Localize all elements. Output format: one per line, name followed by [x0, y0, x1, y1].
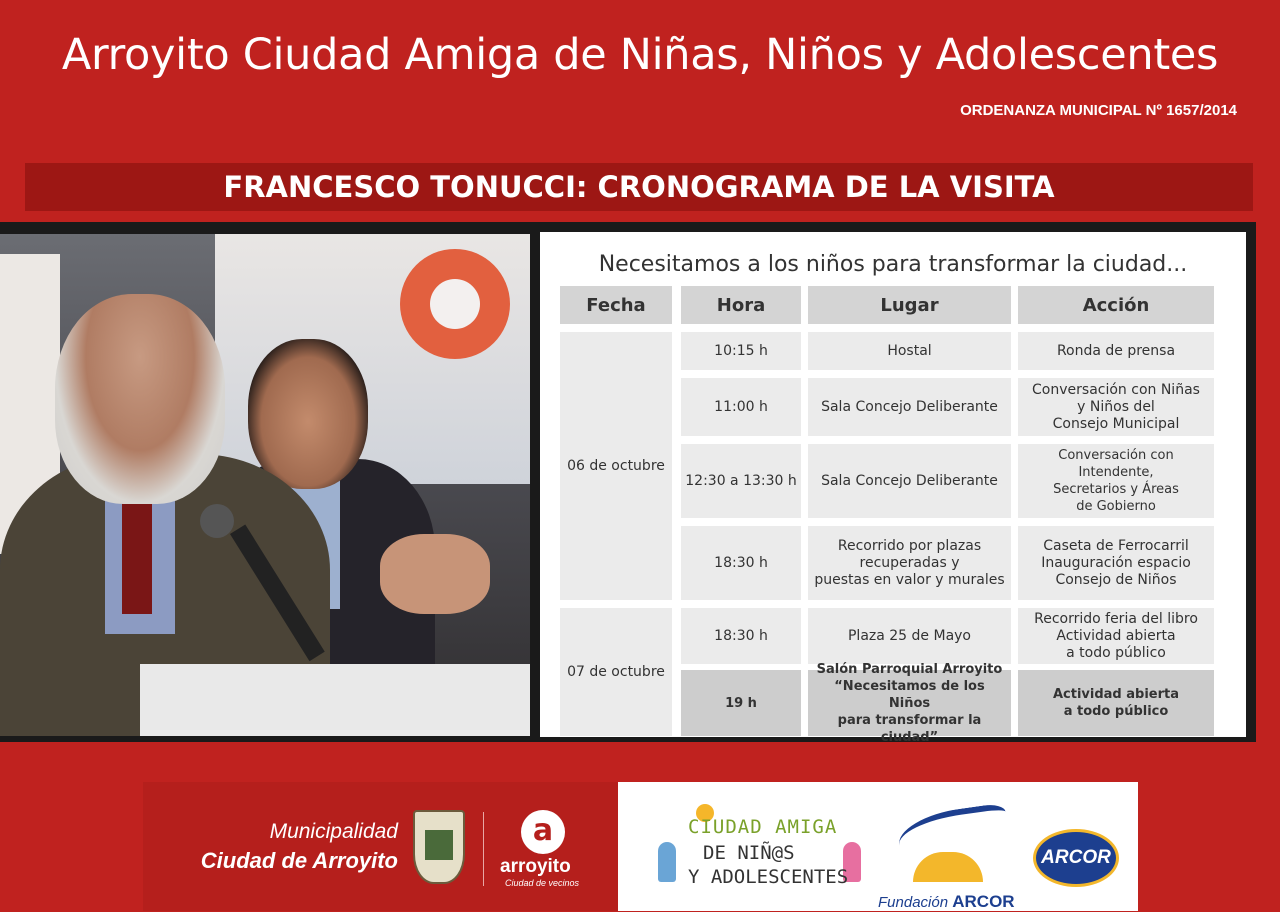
- time-cell: 19 h: [681, 670, 801, 736]
- desk: [140, 664, 530, 736]
- arroyito-logo-icon: a: [521, 810, 565, 854]
- arcor-logo: ARCOR: [1033, 829, 1119, 887]
- footer-logos: [143, 782, 1138, 911]
- ciudad-amiga-line3: Y ADOLESCENTES: [688, 866, 849, 888]
- place-cell: Plaza 25 de Mayo: [808, 608, 1011, 664]
- action-cell: Ronda de prensa: [1018, 332, 1214, 370]
- content-panel: [0, 222, 1256, 745]
- coat-of-arms-icon: [413, 810, 465, 884]
- action-cell: Actividad abierta a todo público: [1018, 670, 1214, 736]
- arroyito-tagline: Ciudad de vecinos: [505, 878, 580, 888]
- column-header-hora: Hora: [681, 286, 801, 324]
- screen-logo-icon: [400, 249, 510, 359]
- slogan: Necesitamos a los niños para transformar la ciudad...: [598, 252, 1188, 277]
- schedule-banner: FRANCESCO TONUCCI: CRONOGRAMA DE LA VISITA: [25, 163, 1253, 211]
- time-cell: 12:30 a 13:30 h: [681, 444, 801, 518]
- place-cell: Sala Concejo Deliberante: [808, 444, 1011, 518]
- child-icon: [658, 842, 676, 882]
- municipality-name: Ciudad de Arroyito: [200, 848, 398, 873]
- time-cell: 18:30 h: [681, 526, 801, 600]
- column-header-accion: Acción: [1018, 286, 1214, 324]
- event-photo: [0, 234, 530, 736]
- date-cell: 07 de octubre: [560, 608, 672, 736]
- column-header-fecha: Fecha: [560, 286, 672, 324]
- ordinance-number: ORDENANZA MUNICIPAL Nº 1657/2014: [960, 102, 1237, 119]
- action-cell: Recorrido feria del libro Actividad abierta a todo público: [1018, 608, 1214, 664]
- municipality-label: Municipalidad: [269, 820, 398, 843]
- ciudad-amiga-line2: DE NIÑ@S: [703, 842, 795, 864]
- column-header-lugar: Lugar: [808, 286, 1011, 324]
- ciudad-amiga-logo: [648, 802, 863, 897]
- action-cell: Caseta de Ferrocarril Inauguración espacio Consejo de Niños: [1018, 526, 1214, 600]
- person-left-head: [55, 294, 225, 504]
- ciudad-amiga-line1: CIUDAD AMIGA: [688, 816, 838, 838]
- date-cell: 06 de octubre: [560, 332, 672, 600]
- fundacion-arcor-logo: [878, 800, 1018, 911]
- time-cell: 11:00 h: [681, 378, 801, 436]
- schedule-table: [540, 232, 1246, 745]
- hand: [380, 534, 490, 614]
- fundacion-arcor-text: Fundación ARCOR: [878, 892, 1015, 911]
- page-title: Arroyito Ciudad Amiga de Niñas, Niños y Adolescentes: [61, 30, 1219, 80]
- time-cell: 18:30 h: [681, 608, 801, 664]
- action-cell: Conversación con Intendente, Secretarios y Áreas de Gobierno: [1018, 444, 1214, 518]
- footer-red-panel: [143, 782, 618, 911]
- place-cell: Sala Concejo Deliberante: [808, 378, 1011, 436]
- arroyito-wordmark: arroyito: [500, 856, 571, 877]
- footer-divider: [483, 812, 484, 886]
- microphone-icon: [200, 504, 234, 538]
- person-right-head: [248, 339, 368, 489]
- place-cell: Recorrido por plazas recuperadas y puestas en valor y murales: [808, 526, 1011, 600]
- action-cell: Conversación con Niñas y Niños del Consejo Municipal: [1018, 378, 1214, 436]
- place-cell: Hostal: [808, 332, 1011, 370]
- place-cell: Salón Parroquial Arroyito “Necesitamos de los Niños para transformar la ciudad”: [808, 670, 1011, 736]
- time-cell: 10:15 h: [681, 332, 801, 370]
